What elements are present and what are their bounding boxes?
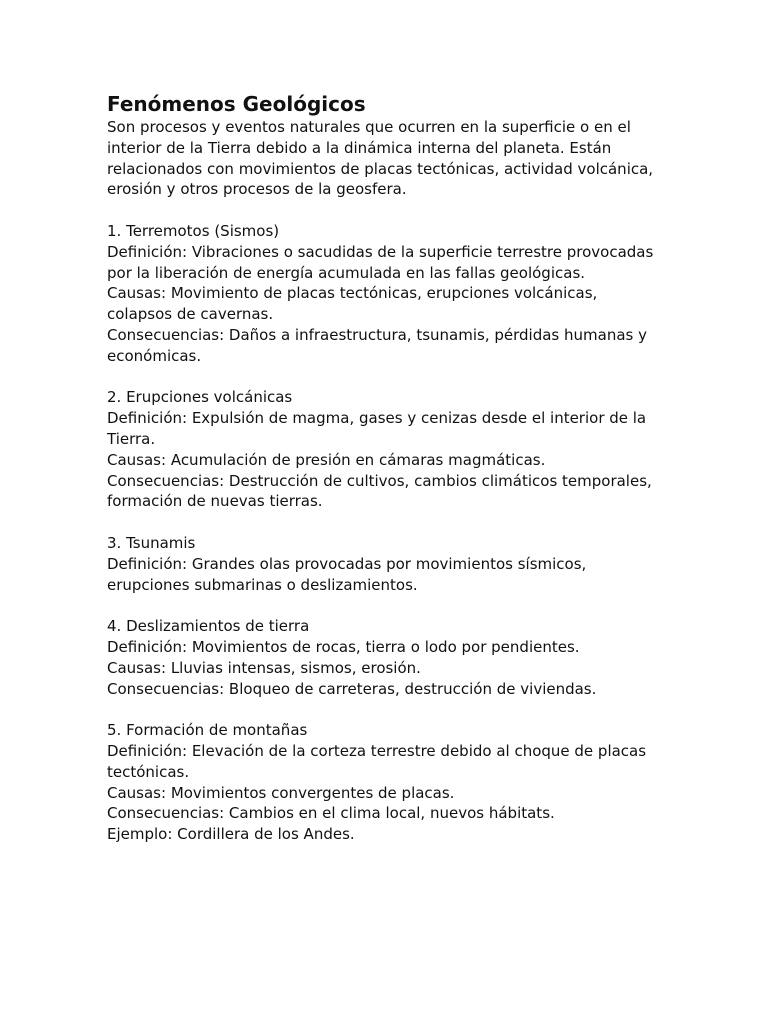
intro-line: Son procesos y eventos naturales que ocurren en la superficie o en el (107, 118, 631, 136)
spacer (107, 699, 667, 720)
section-erupciones (107, 387, 667, 512)
section-line: Definición: Elevación de la corteza terrestre debido al choque de placas (107, 741, 647, 760)
section-tsunamis (107, 533, 667, 595)
section-line: por la liberación de energía acumulada en las fallas geológicas. (107, 263, 586, 282)
intro-line: interior de la Tierra debido a la dinámica interna del planeta. Están (107, 138, 612, 157)
section-line: Causas: Movimiento de placas tectónicas, erupciones volcánicas, (107, 284, 598, 303)
section-line: Definición: Movimientos de rocas, tierra o lodo por pendientes. (107, 637, 580, 656)
section-line: Causas: Acumulación de presión en cámaras magmáticas. (107, 450, 546, 469)
section-montanas (107, 720, 667, 845)
intro-paragraph (107, 117, 667, 200)
section-line: Definición: Grandes olas provocadas por movimientos sísmicos, (107, 554, 587, 573)
section-line: Consecuencias: Daños a infraestructura, tsunamis, pérdidas humanas y (107, 325, 647, 344)
spacer (107, 595, 667, 616)
intro-line: relacionados con movimientos de placas tectónicas, actividad volcánica, (107, 159, 654, 178)
section-line: tectónicas. (107, 762, 190, 781)
section-heading: 3. Tsunamis (107, 533, 196, 552)
section-heading: 1. Terremotos (Sismos) (107, 221, 280, 240)
section-line: Consecuencias: Cambios en el clima local, nuevos hábitats. (107, 804, 555, 823)
intro-line: erosión y otros procesos de la geosfera. (107, 180, 407, 199)
spacer (107, 512, 667, 533)
document-page (107, 91, 667, 845)
section-line: Definición: Expulsión de magma, gases y cenizas desde el interior de la (107, 409, 647, 428)
section-heading: 2. Erupciones volcánicas (107, 388, 293, 407)
section-heading: 4. Deslizamientos de tierra (107, 617, 310, 636)
spacer (107, 200, 667, 221)
section-line: Causas: Movimientos convergentes de placas. (107, 783, 455, 802)
section-line: Definición: Vibraciones o sacudidas de la superficie terrestre provocadas (107, 242, 654, 261)
section-line: Ejemplo: Cordillera de los Andes. (107, 825, 355, 844)
section-line: formación de nuevas tierras. (107, 492, 323, 511)
section-deslizamientos (107, 616, 667, 699)
section-line: Consecuencias: Destrucción de cultivos, cambios climáticos temporales, (107, 471, 652, 490)
section-terremotos (107, 221, 667, 367)
section-line: Consecuencias: Bloqueo de carreteras, destrucción de viviendas. (107, 679, 597, 698)
document-title: Fenómenos Geológicos (107, 92, 366, 116)
section-line: erupciones submarinas o deslizamientos. (107, 575, 418, 594)
spacer (107, 367, 667, 388)
section-heading: 5. Formación de montañas (107, 721, 308, 740)
section-line: Tierra. (107, 429, 156, 448)
section-line: Causas: Lluvias intensas, sismos, erosión. (107, 658, 421, 677)
section-line: colapsos de cavernas. (107, 305, 274, 324)
section-line: económicas. (107, 346, 202, 365)
